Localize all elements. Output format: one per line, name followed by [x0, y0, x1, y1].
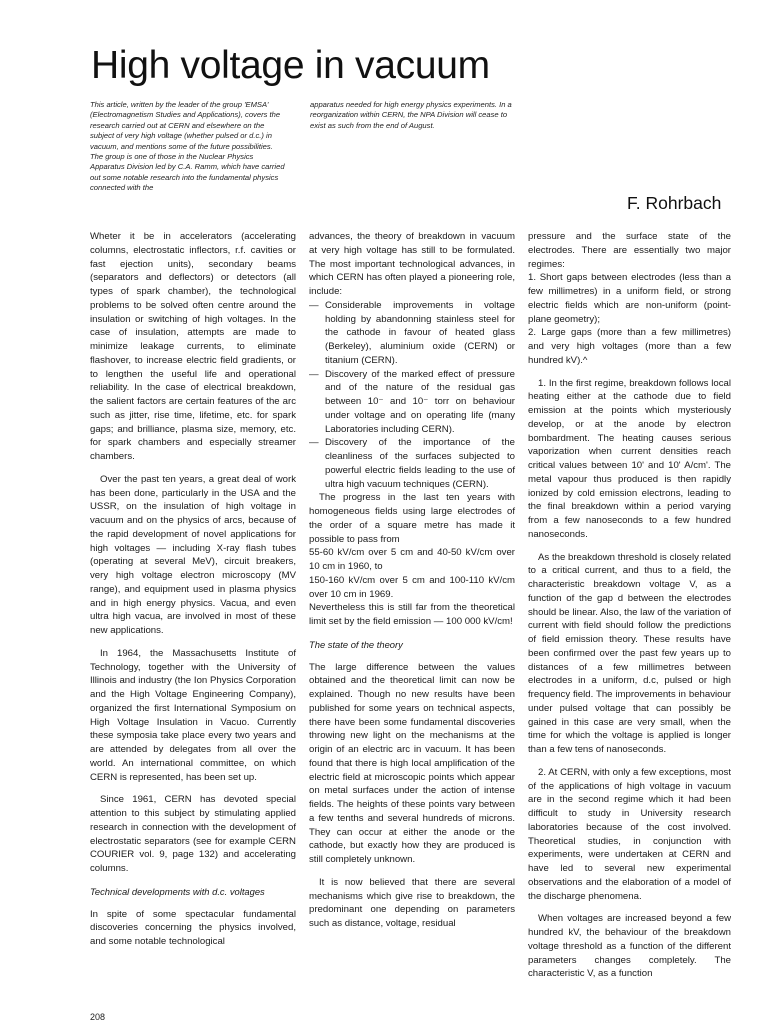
list-item-text: Discovery of the importance of the cleanliness of the surfaces subjected to powerful electric fields leading to the use of ultra high vacuum techniques (CERN). [325, 437, 515, 490]
author-name: F. Rohrbach [627, 193, 722, 213]
body-paragraph: When voltages are increased beyond a few hundred kV, the behaviour of the breakdown voltage threshold as a function of the different parameters changes completely. The characteristic V, as a function [528, 913, 731, 980]
body-paragraph: advances, the theory of breakdown in vacuum at very high voltage has still to be formulated. The most important technological advances, in which CERN has often played a pioneering role, include: [309, 231, 515, 297]
body-paragraph: Since 1961, CERN has devoted special attention to this subject by stimulating applied research in connection with the development of electrostatic separators (see for example CERN COURIER vol. 9, page 132) and accelerating columns. [90, 794, 296, 874]
intro-paragraph: This article, written by the leader of the group 'EMSA' (Electromagnetism Studies and Applications), covers the research carried out at CERN and elsewhere on the subject of very high voltage (whether pulsed or d.c.) in vacuum, and mentions some of the future possibilities. [90, 100, 281, 151]
body-paragraph: In spite of some spectacular fundamental discoveries concerning the physics involved, and some notable technological [90, 908, 296, 947]
body-line: Nevertheless this is still far from the theoretical limit set by the field emission — 100 000 kV/cm! [309, 602, 515, 627]
body-paragraph: It is now believed that there are several mechanisms which give rise to breakdown, the predominant one depending on parameters such as distance, voltage, residual [309, 876, 515, 929]
intro-paragraph: apparatus needed for high energy physics experiments. In a reorganization within CERN, the NPA Division will cease to exist as such from the end of August. [310, 100, 512, 130]
body-line: 150-160 kV/cm over 5 cm and 100-110 kV/cm over 10 cm in 1969. [309, 574, 515, 600]
body-paragraph: 2. At CERN, with only a few exceptions, most of the applications of high voltage in vacuum are in the second regime which it had been difficult to study in University research laboratories because of the cost involved. Theoretical studies, in conjunction with experiments, were undertaken at CERN and have led to several new experimental observations and the elaboration of a model of the discharge phenomena. [528, 766, 731, 902]
body-paragraph: 2. Large gaps (more than a few millimetres) and very high voltages (more than a few hundred kV).^ [528, 327, 731, 366]
section-heading: Technical developments with d.c. voltages [90, 885, 265, 897]
body-paragraph: Wheter it be in accelerators (accelerating columns, electrostatic inflectors, r.f. cavities or fast ejection units), secondary beams (separators and deflectors) or detectors (all types of spark chamber), the technological problems to be solved often centre around the insulation or switching of high voltages. In the case of insulation, attempts are made to minimize leakage currents, to eliminate flashover, to increase electric field gradients, or to lengthen the useful life and operational reliability. In the case of electrical breakdown, the salient factors are certain features of the arc such as jitter, rise time, lifetime, etc. for spark gaps; and brilliance, plasma size, memory, etc. for spark chambers and especially streamer chambers. [90, 231, 296, 462]
column-1 [90, 230, 296, 949]
body-paragraph: Over the past ten years, a great deal of work has been done, particularly in the USA and the USSR, on the insulation of high voltage in vacuum and on the physics of arcs, because of the rapid development of novel applications for high voltages — including X-ray flash tubes (operating at several MeV), circuit breakers, very high voltage electron microscopy (MV range), and equipment used in plasma physics and in high energy physics. Vacua, and even ultra high vacua, are involved in most of these new applications. [90, 473, 296, 636]
body-paragraph: In 1964, the Massachusetts Institute of Technology, together with the University of Illinois and industry (the Ion Physics Corporation and the High Voltage Engineering Company), organized the first International Symposium on High Voltage Insulation in Vacuo. Currently these symposia take place every two years and are attended by delegates from all over the world. An international committee, on which CERN is represented, has been set up. [90, 647, 296, 783]
list-item-text: Discovery of the marked effect of pressure and of the nature of the residual gas between 10⁻ and 10⁻ torr on behaviour under voltage and on operating life (many Laboratories including CERN). [325, 368, 515, 435]
intro-left [90, 100, 288, 194]
body-paragraph: As the breakdown threshold is closely related to a critical current, and thus to a field, the characteristic breakdown voltage V, as a function of the gap d between the electrodes should be linear. Also, the law of the variation of current with field should follow the predictions of field emission theory. These results have been confirmed over the past few years up to distances of a few millimetres between electrodes in a uniform, d.c, pulsed or high frequency field. The improvements in behaviour under pulsed voltage that can possibly be gained in this case are very small, when the time for which the voltage is applied is longer than a few tens of nanoseconds. [528, 551, 731, 755]
column-3 [528, 230, 731, 981]
intro-right [310, 100, 516, 131]
column-2 [309, 230, 515, 931]
dash-bullet: — [309, 437, 319, 449]
advances-list [309, 299, 515, 492]
list-item [309, 436, 515, 491]
dash-bullet: — [309, 368, 319, 380]
section-heading: The state of the theory [309, 638, 403, 650]
page-number: 208 [90, 1012, 106, 1022]
body-paragraph: The large difference between the values obtained and the theoretical limit can now be explained. Though no new results have been published for some years on technical aspects, there have been some fundamental discoveries throwing new light on the mechanisms at the origin of an electric arc in vacuum. It has been found that there is high local amplification of the electric field at microscopic points which appear on metal surfaces under the action of intense fields. The heights of these points vary between a few tenths and several hundreds of microns. They can occur at either the anode or the cathode, but exactly how they are produced is still completely unknown. [309, 661, 515, 865]
list-item [309, 299, 515, 368]
intro-paragraph: The group is one of those in the Nuclear Physics Apparatus Division led by C.A. Ramm, which have carried out some notable research into the fundamental physics connected with the [90, 152, 285, 193]
body-paragraph: pressure and the surface state of the electrodes. There are essentially two major regimes: [528, 231, 731, 270]
body-paragraph: 1. In the first regime, breakdown follows local heating either at the cathode due to field emission at the points which mysteriously develop, or at the anode by electron bombardment. The heating causes serious vaporization when current densities reach critical values between 10' and 10' A/cm'. The metal vapour thus produced is then rapidly ionized by cold emission electrons, leading to the final breakdown within a period varying from a few nanoseconds to a few hundred nanoseconds. [528, 377, 731, 540]
body-paragraph: 1. Short gaps between electrodes (less than a few millimetres) in a uniform field, or strong electric fields which are non-uniform (point-plane geometry); [528, 272, 731, 325]
list-item-text: Considerable improvements in voltage holding by abandonning stainless steel for the cathode in favour of heated glass (Berkeley), aluminium oxide (CERN) or titanium (CERN). [325, 299, 515, 366]
list-item [309, 368, 515, 437]
body-paragraph: The progress in the last ten years with homogeneous fields using large electrodes of the order of a square metre has made it possible to pass from [309, 492, 515, 545]
body-line: 55-60 kV/cm over 5 cm and 40-50 kV/cm over 10 cm in 1960, to [309, 547, 515, 572]
article-title: High voltage in vacuum [91, 44, 490, 87]
dash-bullet: — [309, 299, 319, 311]
